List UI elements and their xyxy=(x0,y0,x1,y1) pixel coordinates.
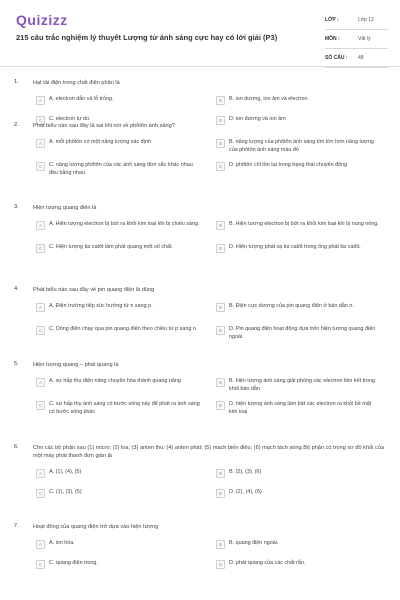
meta-value: Vật lý xyxy=(358,36,371,42)
question-number: 2. xyxy=(14,122,19,128)
answer-option-d[interactable] xyxy=(216,326,381,341)
option-letter-box[interactable]: B xyxy=(216,303,225,312)
answer-option-c[interactable] xyxy=(36,401,201,416)
option-letter-box[interactable]: D xyxy=(216,560,225,569)
answer-option-a[interactable] xyxy=(36,540,201,549)
question-number: 5. xyxy=(14,361,19,367)
header-divider xyxy=(0,66,400,67)
question-text: Cho các bộ phận sau (1) micro; (2) loa; (3) anten thu; (4) anten phát; (5) mạch biến điệu; (6) mạch tách sóng.Bộ phận có trong sơ đồ khối của một máy phát thanh đơn giản là xyxy=(33,445,384,459)
option-letter-box[interactable]: B xyxy=(216,378,225,387)
answer-option-a[interactable] xyxy=(36,303,201,312)
question-text: Phát biểu nào sau đây là sai khi nói về phôtôn ánh sáng? xyxy=(33,123,175,129)
answer-option-b[interactable] xyxy=(216,378,381,393)
answer-option-c[interactable] xyxy=(36,560,201,569)
meta-row-class xyxy=(325,11,388,30)
answer-option-a[interactable] xyxy=(36,469,201,478)
option-text: C. quang điện trong. xyxy=(49,560,98,566)
option-letter-box[interactable]: A xyxy=(36,221,45,230)
option-text: C. Hiện tượng tia catôt làm phát quang một số chất. xyxy=(49,244,174,250)
option-text: D. ion dương và ion âm xyxy=(229,116,286,122)
option-letter-box[interactable]: C xyxy=(36,326,45,335)
question-text: Hoạt động của quang điện trở dựa vào hiện tượng xyxy=(33,524,159,530)
option-letter-box[interactable]: B xyxy=(216,469,225,478)
quizizz-logo: Quizizz xyxy=(16,12,68,28)
question-number: 7. xyxy=(14,523,19,529)
question-text: Phát biểu nào sau đây về pin quang điện là đúng xyxy=(33,287,155,293)
answer-option-a[interactable] xyxy=(36,139,201,148)
option-text: B. năng lượng của phôtôn ánh sáng tím lớn hơn năng lượng của phôtôn ánh sáng màu đỏ xyxy=(229,139,374,153)
answer-option-d[interactable] xyxy=(216,162,381,171)
answer-option-a[interactable] xyxy=(36,221,201,230)
option-letter-box[interactable]: A xyxy=(36,540,45,549)
option-letter-box[interactable]: A xyxy=(36,303,45,312)
option-text: A. (1), (4), (5) xyxy=(49,469,82,475)
option-text: C. Dòng điện chạy qua pin quang điện theo chiều từ p sang n. xyxy=(49,326,198,332)
worksheet-header xyxy=(0,0,400,66)
option-text: C. sự hấp thụ ánh sáng có bước sóng này để phát ra ánh sáng có bước sóng khác xyxy=(49,401,200,415)
option-text: B. Điện cực dương của pin quang điện ở bán dẫn n. xyxy=(229,303,354,309)
answer-option-c[interactable] xyxy=(36,244,201,253)
answer-option-b[interactable] xyxy=(216,221,381,230)
answer-option-d[interactable] xyxy=(216,401,381,416)
option-text: D. (2), (4), (6) xyxy=(229,489,262,495)
option-text: D. Pin quang điện hoạt động dựa trên hiện tượng quang điện ngoài. xyxy=(229,326,376,340)
document-title: 215 câu trắc nghiệm lý thuyết Lượng tử ánh sáng cực hay có lời giải (P3) xyxy=(16,33,278,42)
option-letter-box[interactable]: D xyxy=(216,116,225,125)
option-letter-box[interactable]: D xyxy=(216,401,225,410)
question-number: 4. xyxy=(14,286,19,292)
answer-option-c[interactable] xyxy=(36,162,201,177)
option-text: A. sự hấp thụ điện năng chuyển hóa thành quang năng xyxy=(49,378,181,384)
option-text: B. Hiện tượng electron bị bứt ra khỏi kim loại khi bị nung nóng. xyxy=(229,221,379,227)
answer-option-b[interactable] xyxy=(216,540,381,549)
option-letter-box[interactable]: D xyxy=(216,162,225,171)
question-text: Hạt tải điện trong chất điện phân là xyxy=(33,80,120,86)
answer-option-c[interactable] xyxy=(36,326,201,335)
answer-option-b[interactable] xyxy=(216,303,381,312)
option-letter-box[interactable]: C xyxy=(36,560,45,569)
option-letter-box[interactable]: C xyxy=(36,162,45,171)
option-text: A. electron dẫn và lỗ trống. xyxy=(49,96,114,102)
option-letter-box[interactable]: B xyxy=(216,540,225,549)
meta-label: MÔN : xyxy=(325,36,340,42)
answer-option-d[interactable] xyxy=(216,560,381,569)
answer-option-d[interactable] xyxy=(216,244,381,253)
option-letter-box[interactable]: D xyxy=(216,244,225,253)
answer-option-d[interactable] xyxy=(216,489,381,498)
meta-value: Lớp 12 xyxy=(358,17,374,23)
meta-label: SỐ CÂU : xyxy=(325,55,348,61)
option-text: C. năng lượng phôtôn của các ánh sáng đơn sắc khác nhau đều bằng nhau xyxy=(49,162,193,176)
answer-option-b[interactable] xyxy=(216,469,381,478)
option-text: D. Hiện tượng phát xạ tia catôt trong ống phát tia catôt. xyxy=(229,244,361,250)
option-text: D. phát quang của các chất rắn. xyxy=(229,560,306,566)
option-letter-box[interactable]: C xyxy=(36,489,45,498)
answer-option-b[interactable] xyxy=(216,96,381,105)
answer-option-a[interactable] xyxy=(36,96,201,105)
option-text: D. hiện tượng ánh sáng làm bật các electron ra khỏi bề mặt kim loại xyxy=(229,401,372,415)
option-letter-box[interactable]: D xyxy=(216,489,225,498)
option-text: A. Hiện tượng electron bị bứt ra khỏi kim loại khi bị chiếu sáng. xyxy=(49,221,200,227)
option-text: A. ion hóa. xyxy=(49,540,75,546)
option-letter-box[interactable]: C xyxy=(36,116,45,125)
answer-option-b[interactable] xyxy=(216,139,381,154)
option-text: B. quang điện ngoài. xyxy=(229,540,279,546)
option-letter-box[interactable]: C xyxy=(36,401,45,410)
option-text: A. mỗi phôtôn có một năng lượng xác định xyxy=(49,139,151,145)
option-letter-box[interactable]: A xyxy=(36,96,45,105)
option-letter-box[interactable]: A xyxy=(36,139,45,148)
question-number: 6. xyxy=(14,444,19,450)
option-letter-box[interactable]: A xyxy=(36,469,45,478)
option-text: C. electron tự do. xyxy=(49,116,91,122)
meta-value: 48 xyxy=(358,55,364,61)
answer-option-a[interactable] xyxy=(36,378,201,387)
option-text: B. hiện tượng ánh sáng giải phóng các electron liên kết trong khối bán dẫn xyxy=(229,378,375,392)
option-letter-box[interactable]: B xyxy=(216,139,225,148)
option-text: A. Điện trường tiếp xúc hướng từ n sang p. xyxy=(49,303,153,309)
option-letter-box[interactable]: A xyxy=(36,378,45,387)
meta-row-subject xyxy=(325,30,388,49)
option-text: B. (2), (3), (6) xyxy=(229,469,262,475)
option-letter-box[interactable]: C xyxy=(36,244,45,253)
meta-table xyxy=(325,11,388,68)
question-number: 1. xyxy=(14,79,19,85)
question-number: 3. xyxy=(14,204,19,210)
option-text: C. (1), (3), (5) xyxy=(49,489,82,495)
option-letter-box[interactable]: B xyxy=(216,96,225,105)
option-text: B. ion dương, ion âm và electron. xyxy=(229,96,309,102)
option-letter-box[interactable]: D xyxy=(216,326,225,335)
question-text: Hiện tượng quang – phát quang là xyxy=(33,362,119,368)
option-text: D. phôtôn chỉ tồn tại trong trạng thái chuyển động xyxy=(229,162,348,168)
meta-label: LỚP : xyxy=(325,17,339,23)
answer-option-c[interactable] xyxy=(36,489,201,498)
question-text: Hiện tượng quang điện là xyxy=(33,205,97,211)
option-letter-box[interactable]: B xyxy=(216,221,225,230)
